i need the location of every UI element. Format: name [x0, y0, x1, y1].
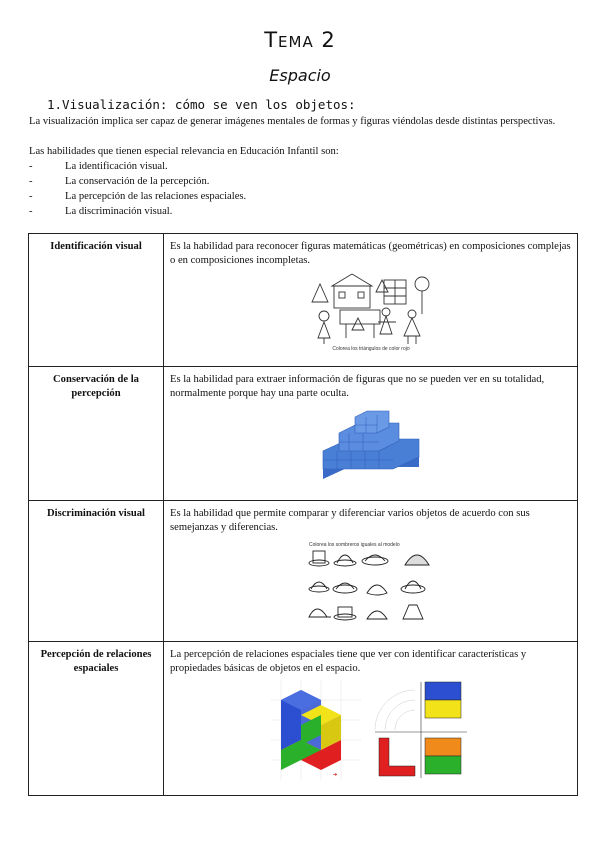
row-description: Es la habilidad que permite comparar y diferenciar varios objetos de acuerdo con sus semejanzas y diferencias.	[170, 508, 530, 533]
page-title: Tema 2	[264, 28, 336, 52]
skills-table	[28, 233, 578, 796]
row-description: Es la habilidad para extraer información de figuras que no se pueden ver en su totalidad, normalmente porque hay una parte oculta.	[170, 374, 545, 399]
row-content	[164, 642, 578, 796]
list-intro: Las habilidades que tienen especial relevancia en Educación Infantil son:	[29, 146, 339, 157]
arrow-label: ➔	[332, 772, 337, 778]
row-description: La percepción de relaciones espaciales tiene que ver con identificar características y propiedades básicas de objetos en el espacio.	[170, 649, 527, 674]
table-row	[29, 642, 578, 796]
section-heading: 1.Visualización: cómo se ven los objetos:	[47, 97, 356, 112]
row-label: Conservación de la percepción	[29, 367, 164, 501]
drawing-illustration	[306, 272, 436, 352]
table-row	[29, 501, 578, 642]
row-label: Percepción de relaciones espaciales	[29, 642, 164, 796]
intro-paragraph: La visualización implica ser capaz de generar imágenes mentales de formas y figuras viéndolas desde distintas perspectivas.	[29, 116, 556, 127]
figure-caption: Colorea los triángulos de color rojo	[331, 346, 410, 352]
figure-caption: Colorea los sombreros iguales al modelo	[308, 542, 400, 548]
row-label: Identificación visual	[29, 234, 164, 367]
row-content	[164, 367, 578, 501]
table-row	[29, 234, 578, 367]
table-row	[29, 367, 578, 501]
row-content	[164, 234, 578, 367]
page-subtitle: Espacio	[269, 66, 331, 85]
row-content	[164, 501, 578, 642]
isometric-figure-illustration	[271, 680, 471, 780]
stacked-cubes-illustration	[319, 405, 423, 485]
row-label: Discriminación visual	[29, 501, 164, 642]
row-description: Es la habilidad para reconocer figuras matemáticas (geométricas) en composiciones complejas o en composiciones incompletas.	[170, 241, 571, 266]
hats-illustration	[305, 539, 437, 629]
